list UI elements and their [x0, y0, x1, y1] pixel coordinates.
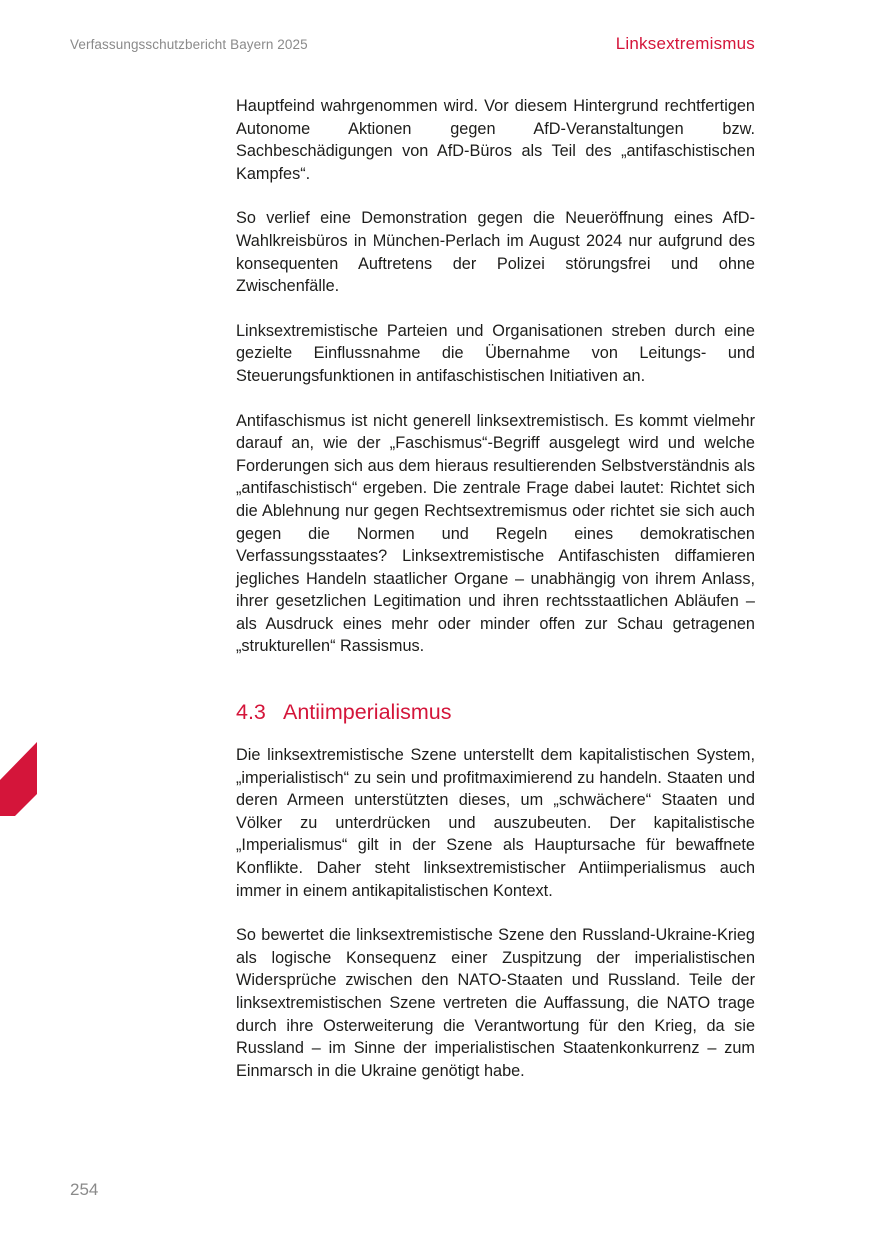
running-header-publication: Verfassungsschutzbericht Bayern 2025 [70, 37, 308, 52]
section-number: 4.3 [236, 700, 266, 725]
body-paragraph: Die linksextremistische Szene unterstellt dem kapitalistischen System, „imperialistisch“ zu sein und profitmaximierend zu handeln. Staaten und deren Armeen unterstützten dieses, um „schwächere“ Staaten und Völker zu unterdrücken und auszubeuten. Der kapitalistische „Imperialismus“ gilt in der Szene als Hauptursache für bewaffnete Konflikte. Daher steht linksextremistischer Antiimperialismus auch immer in einem antikapitalistischen Kontext. [236, 746, 755, 900]
body-paragraph: Hauptfeind wahrgenommen wird. Vor diesem Hintergrund rechtfertigen Autonome Aktionen gegen AfD-Veranstaltungen bzw. Sachbeschädigungen von AfD-Büros als Teil des „antifaschistischen Kampfes“. [236, 97, 755, 183]
body-paragraph: So verlief eine Demonstration gegen die Neueröffnung eines AfD-Wahlkreisbüros in München-Perlach im August 2024 nur aufgrund des konsequenten Auftretens der Polizei störungsfrei und ohne Zwischenfälle. [236, 209, 755, 296]
section-heading [236, 698, 755, 726]
running-header-chapter: Linksextremismus [615, 34, 755, 53]
body-paragraph: Linksextremistische Parteien und Organisationen streben durch eine gezielte Einflussnahme die Übernahme von Leitungs- und Steuerungsfunktionen in antifaschistischen Initiativen an. [236, 321, 755, 385]
section-title: Antiimperialismus [283, 700, 452, 725]
main-text-column [236, 95, 755, 1104]
body-paragraph: So bewertet die linksextremistische Szene den Russland-Ukraine-Krieg als logische Konsequenz einer Zuspitzung der imperialistischen Widersprüche zwischen den NATO-Staaten und Russland. Teile der linksextremistischen Szene vertreten die Auffassung, die NATO trage durch ihre Osterweiterung die Verantwortung für den Krieg, da sie Russland – im Sinne der imperialistischen Staatenkonkurrenz – zum Einmarsch in die Ukraine genötigt habe. [236, 926, 755, 1080]
chapter-marker-tab [0, 742, 37, 816]
page-number: 254 [70, 1180, 99, 1199]
body-paragraph: Antifaschismus ist nicht generell linksextremistisch. Es kommt vielmehr darauf an, wie der „Faschismus“-Begriff ausgelegt wird und welche Forderungen sich aus dem hieraus resultierenden Selbstverständnis als „antifaschistisch“ ergeben. Die zentrale Frage dabei lautet: Richtet sich die Ablehnung nur gegen Rechtsextremismus oder richtet sie sich auch gegen die Normen und Regeln eines demokratischen Verfassungsstaates? Linksextremistische Antifaschisten diffamieren jegliches Handeln staatlicher Organe – unabhängig von ihrem Anlass, ihrer gesetzlichen Legitimation und ihren rechtsstaatlichen Abläufen – als Ausdruck eines mehr oder minder offen zur Schau getragenen „strukturellen“ Rassismus. [236, 411, 755, 656]
